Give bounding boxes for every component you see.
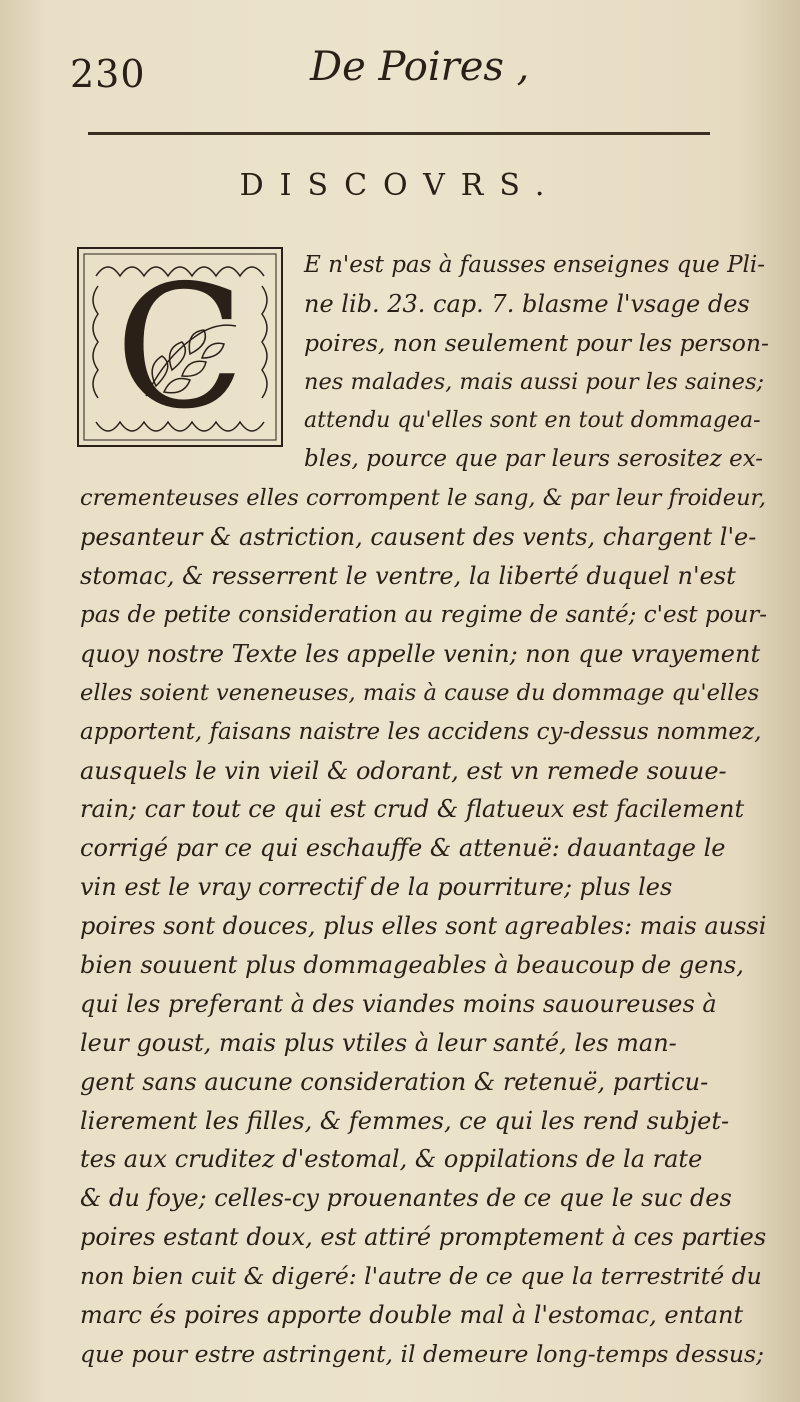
section-title: DISCOVRS. [239,168,561,203]
text-line: poires estant doux, est attiré promptement à ces parties [80,1223,767,1252]
text-line: non bien cuit & digeré: l'autre de ce que la terrestrité du [80,1262,762,1291]
text-line: qui les preferant à des viandes moins sauoureuses à [80,989,717,1018]
text-line: que pour estre astringent, il demeure long-temps dessus; [80,1339,765,1368]
text-line: attendu qu'elles sont en tout dommagea- [304,407,761,433]
text-line: corrigé par ce qui eschauffe & attenuë: dauantage le [80,834,726,863]
text-line: ausquels le vin vieil & odorant, est vn remede souue- [80,756,727,785]
text-line: ne lib. 23. cap. 7. blasme l'vsage des [304,289,750,318]
text-line: stomac, & resserrent le ventre, la liberté duquel n'est [80,562,736,591]
text-line: E n'est pas à fausses enseignes que Pli- [304,252,766,278]
text-line: vin est le vray correctif de la pourriture; plus les [80,873,673,902]
text-line: crementeuses elles corrompent le sang, & par leur froideur, [80,485,766,512]
text-line: pas de petite consideration au regime de santé; c'est pour- [80,602,768,629]
text-line: rain; car tout ce qui est crud & flatueux est facilement [80,795,745,824]
text-line: gent sans aucune consideration & retenuë, particu- [80,1067,709,1096]
text-line: pesanteur & astriction, causent des vents, chargent l'e- [80,523,757,552]
text-line: apportent, faisans naistre les accidens cy-dessus nommez, [80,718,762,745]
text-line: elles soient veneneuses, mais à cause du dommage qu'elles [80,679,760,706]
text-line: bles, pource que par leurs serositez ex- [304,446,764,473]
svg-text:C: C [114,249,246,447]
text-line: leur goust, mais plus vtiles à leur santé, les man- [80,1028,677,1057]
text-line: marc és poires apporte double mal à l'estomac, entant [80,1301,744,1330]
text-line: & du foye; celles-cy prouenantes de ce que le suc des [80,1184,732,1213]
text-line: poires sont douces, plus elles sont agreables: mais aussi [80,912,767,941]
text-line: lierement les filles, & femmes, ce qui les rend subjet- [80,1106,730,1135]
header-rule [88,132,710,135]
running-title: De Poires , [310,44,530,90]
page-header [70,44,720,104]
text-line: poires, non seulement pour les person- [304,328,769,357]
body-text [80,246,770,1374]
text-line: nes malades, mais aussi pour les saines; [304,368,765,395]
text-line: bien souuent plus dommageables à beaucoup de gens, [80,951,744,980]
page-number: 230 [70,52,146,96]
text-line: tes aux cruditez d'estomal, & oppilations de la rate [80,1145,703,1174]
text-line: quoy nostre Texte les appelle venin; non que vrayement [80,639,761,668]
